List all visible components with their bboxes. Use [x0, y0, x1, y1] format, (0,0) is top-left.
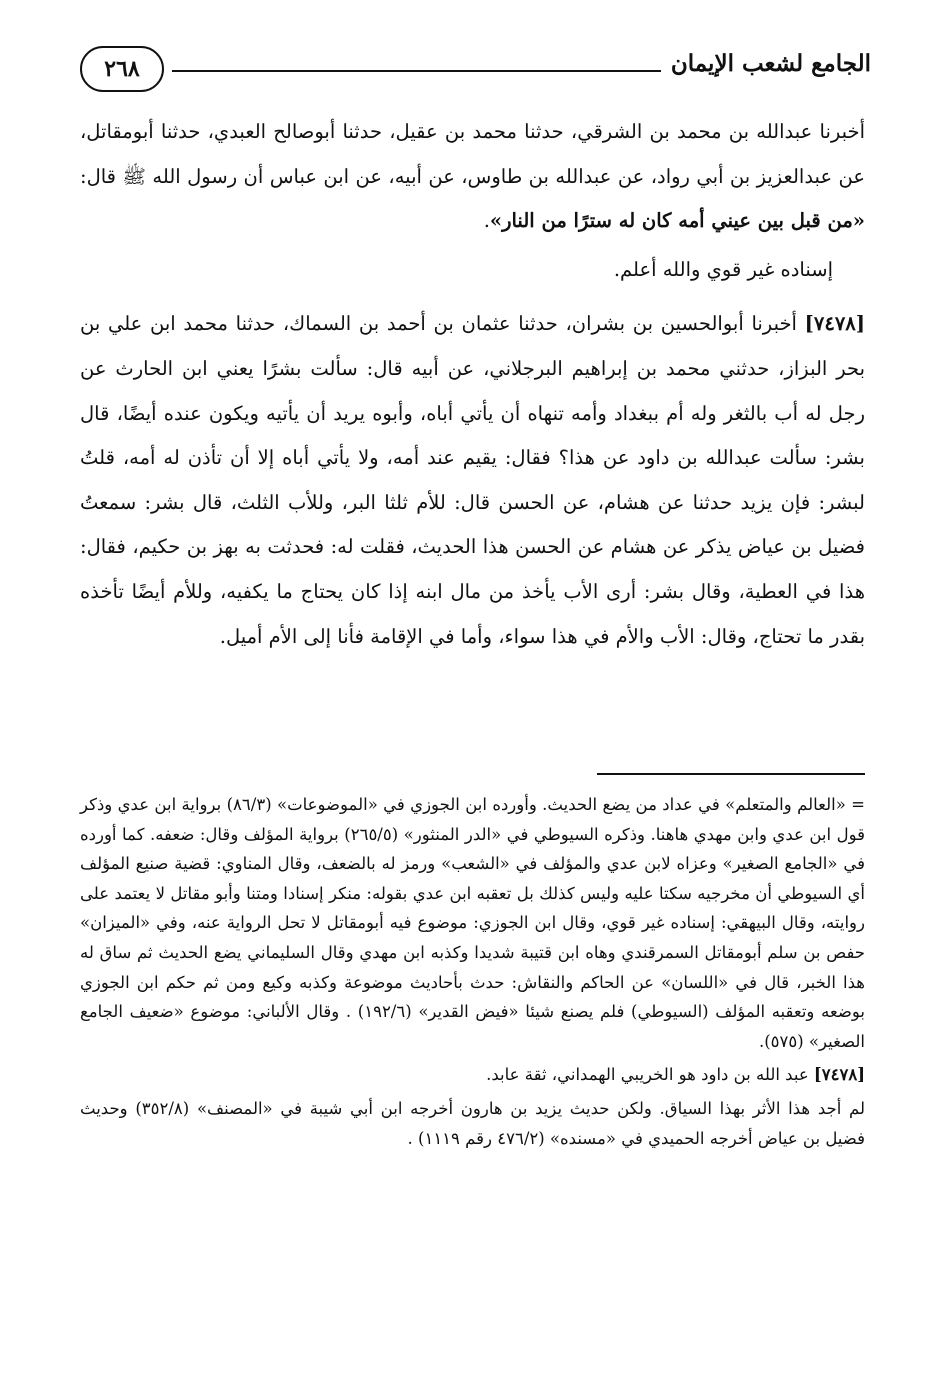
- page-number: ٢٦٨: [80, 46, 164, 92]
- footnote-takhrij: لم أجد هذا الأثر بهذا السياق. ولكن حديث يزيد بن هارون أخرجه ابن أبي شيبة في «المصنف» (٣٥٢/٨) وحديث فضيل بن عياض أخرجه الحميدي في «مسنده» (٤٧٦/٢ رقم ١١١٩) .: [80, 1098, 865, 1148]
- footnote-7478: [80, 1060, 865, 1090]
- running-title: الجامع لشعب الإيمان: [670, 50, 871, 77]
- isnad-text: أخبرنا عبدالله بن محمد بن الشرقي، حدثنا محمد بن عقيل، حدثنا أبوصالح العبدي، حدثنا أبومقاتل، عن عبدالعزيز بن أبي رواد، عن عبدالله بن طاوس، عن أبيه، عن ابن عباس أن رسول الله ﷺ قال:: [80, 120, 865, 188]
- grading-paragraph: إسناده غير قوي والله أعلم.: [613, 257, 833, 281]
- footnote-number: [٧٤٧٨]: [813, 1065, 865, 1085]
- page-header: [80, 38, 871, 100]
- footnote-separator: [597, 773, 865, 775]
- hadith-number: [٧٤٧٨]: [804, 312, 866, 336]
- footnote-continued: = «العالم والمتعلم» في عداد من يضع الحديث. وأورده ابن الجوزي في «الموضوعات» (٨٦/٣) برواية ابن عدي وذكر قول ابن عدي وابن مهدي هاهنا. وذكره السيوطي في «الدر المنثور» (٢٦٥/٥) برواية المؤلف وقال: ضعفه. كما أورده في «الجامع الصغير» وعزاه لابن عدي والمؤلف في «الشعب» ورمز له بالضعف، وقال المناوي: قضية صنيع المؤلف أي السيوطي أن مخرجيه سكتا عليه وليس كذلك بل تعقبه ابن عدي بقوله: منكر إسنادا ومتنا وأبو مقاتل لا يعتمد على روايته، وقال البيهقي: إسناده غير قوي، وقال ابن الجوزي: موضوع فيه أبومقاتل لا تحل الرواية عنه، وفي «الميزان» حفص بن سلم أبومقاتل السمرقندي وهاه ابن قتيبة شديدا وكذبه ابن مهدي وقال السليماني يضع الحديث ثم ساق له هذا الخبر، قال في «اللسان» عن الحاكم والنقاش: حدث بأحاديث موضوعة وكذبه وكيع ومن ثم حكم ابن الجوزي بوضعه وتعقبه المؤلف (السيوطي) فلم يصنع شيئا «فيض القدير» (١٩٢/٦) . وقال الألباني: موضوع «ضعيف الجامع الصغير» (٥٧٥).: [80, 795, 865, 1051]
- main-text: [80, 110, 865, 659]
- hadith-quote-end: .: [483, 209, 490, 233]
- athar-paragraph: [80, 302, 865, 659]
- hadith-paragraph: [80, 110, 865, 244]
- hadith-quote: «من قبل بين عيني أمه كان له سترًا من النار»: [489, 209, 865, 233]
- athar-text: أخبرنا أبوالحسين بن بشران، حدثنا عثمان بن أحمد بن السماك، حدثنا محمد ابن علي بن بحر البزاز، حدثني محمد بن إبراهيم البرجلاني، عن أبيه قال: سألت بشرًا يعني ابن الحارث عن رجل له أب بالثغر وله أم ببغداد وأمه تنهاه أن يأتي أباه، وأبوه يريد أن يأتيه ويكون عنده أيضًا، قال بشر: سألت عبدالله بن داود عن هذا؟ فقال: يقيم عند أمه، ولا يأتي أباه إلا أن تأذن له أمه، قلتُ لبشر: فإن يزيد حدثنا عن هشام، عن الحسن قال: للأم ثلثا البر، وللأب الثلث، قال بشر: سمعتُ فضيل بن عياض يذكر عن هشام عن الحسن هذا الحديث، فقلت له: فحدثت به بهز بن حكيم، فقال: هذا في العطية، وقال بشر: أرى الأب يأخذ من مال ابنه إذا كان يحتاج ما يكفيه، وللأم أيضًا تأخذه بقدر ما تحتاج، وقال: الأب والأم في هذا سواء، وأما في الإقامة فأنا إلى الأم أميل.: [80, 312, 865, 648]
- header-rule: [172, 70, 661, 72]
- footnote-text: عبد الله بن داود هو الخريبي الهمداني، ثقة عابد.: [486, 1065, 809, 1085]
- footnotes: [80, 790, 865, 1153]
